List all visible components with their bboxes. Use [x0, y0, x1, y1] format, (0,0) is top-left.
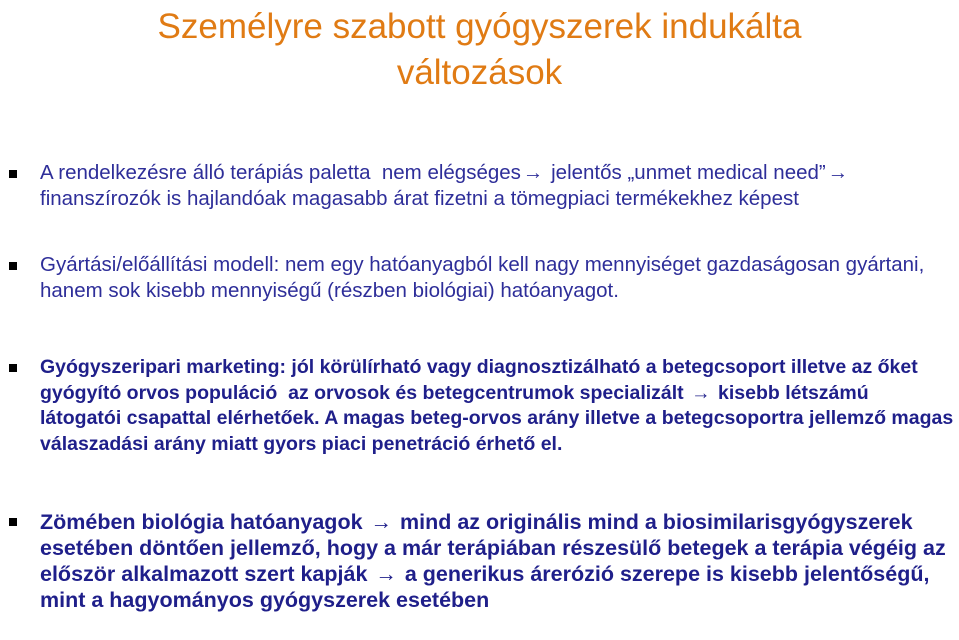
- slide-title-line-1: Személyre szabott gyógyszerek indukálta: [157, 7, 802, 46]
- right-arrow-icon: →: [827, 161, 849, 184]
- square-bullet-icon: [9, 170, 17, 178]
- bullet-text: jelentős „unmet medical need”: [545, 161, 826, 184]
- square-bullet-icon: [9, 518, 17, 526]
- square-bullet-icon: [9, 262, 17, 270]
- bullet-text: mind az originális mind a biosimilarisgyógyszerek esetében döntően jellemző, hogy a már terápiában részesülő betegek a terápia végéig az először alkalmazott szert kapják: [40, 510, 952, 586]
- bullet-item-unmet-need: [40, 160, 955, 211]
- right-arrow-icon: →: [691, 381, 711, 404]
- bullet-text: Gyógyszeripari marketing: jól körülírható vagy diagnosztizálható a betegcsoport illetve az őket gyógyító orvos populáció az orvosok és betegcentrumok specializált: [40, 356, 924, 404]
- right-arrow-icon: →: [522, 161, 544, 184]
- bullet-text: A rendelkezésre álló terápiás paletta nem elégséges: [40, 161, 521, 184]
- right-arrow-icon: →: [375, 562, 397, 586]
- bullet-text: a generikus árerózió szerepe is kisebb jelentőségű, mint a hagyományos gyógyszerek esetében: [40, 562, 936, 612]
- square-bullet-icon: [9, 364, 17, 372]
- right-arrow-icon: →: [370, 510, 393, 534]
- slide-title-line-2: változások: [396, 53, 563, 92]
- bullet-text: Gyártási/előállítási modell: nem egy hatóanyagból kell nagy mennyiséget gazdaságosan gyártani, hanem sok kisebb mennyiségű (részben biológiai) hatóanyagot.: [40, 253, 931, 302]
- bullet-item-marketing: [40, 355, 959, 457]
- bullet-item-biologics: [40, 509, 955, 613]
- bullet-text: kisebb létszámú látogatói csapattal elérhetőek. A magas beteg-orvos arány illetve a betegcsoportra jellemző magas válaszadási arány miatt gyors piaci penetráció érhető el.: [40, 381, 959, 455]
- bullet-item-production-model: [40, 252, 955, 303]
- bullet-text: Zömében biológia hatóanyagok: [40, 510, 369, 534]
- bullet-text: finanszírozók is hajlandóak magasabb árat fizetni a tömegpiaci termékekhez képest: [40, 161, 856, 210]
